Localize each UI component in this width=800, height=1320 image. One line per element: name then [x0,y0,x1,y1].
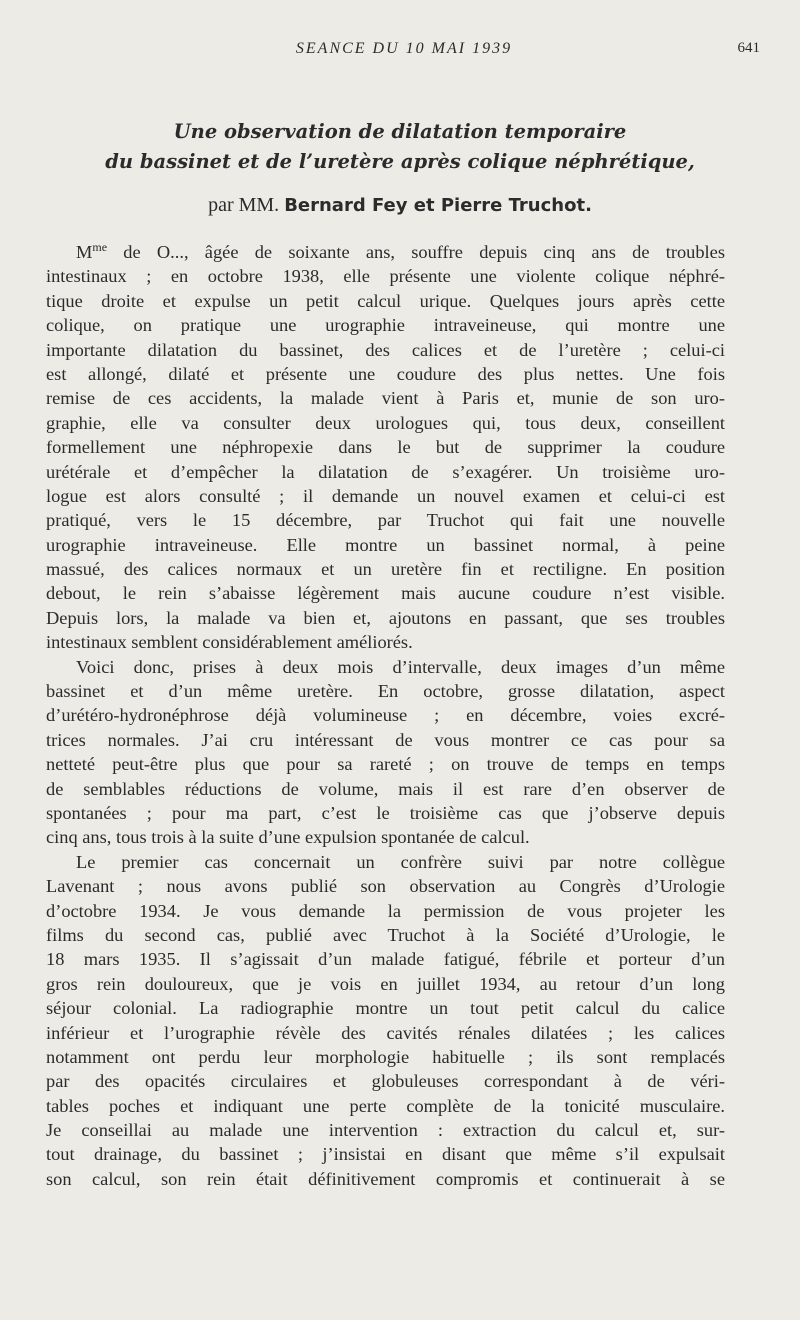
text-line: est allongé, dilaté et présente une coudure des plus nettes. Une fois [46,363,725,384]
text-line: graphie, elle va consulter deux urologues qui, tous deux, conseillent [46,412,725,433]
text-line: inférieur et l’urographie révèle des cavités rénales dilatées ; les calices [46,1022,725,1043]
running-head: SEANCE DU 10 MAI 1939 [295,40,513,57]
text-line: cinq ans, tous trois à la suite d’une expulsion spontanée de calcul. [46,827,530,848]
text-line: urétérale et d’empêcher la dilatation de s’exagérer. Un troisième uro- [46,461,725,482]
text-line: debout, le rein s’abaisse légèrement mais aucune coudure n’est visible. [46,583,725,604]
text-line: films du second cas, publié avec Truchot à la Société d’Urologie, le [46,924,725,945]
page-number: 641 [737,40,760,56]
text-line: Le premier cas concernait un confrère suivi par notre collègue [76,851,725,872]
text-line: remise de ces accidents, la malade vient à Paris et, munie de son uro- [46,388,725,409]
text-line: $M^{me}$ de O..., âgée de soixante ans, souffre depuis cinq ans de troubles [76,239,725,262]
article-title-line-1: Une observation de dilatation temporaire [173,120,627,143]
text-line: Je conseillai au malade une intervention : extraction du calcul et, sur- [46,1120,725,1141]
text-line: d’urétéro-hydronéphrose déjà volumineuse ; en décembre, voies excré- [46,705,725,726]
text-line: spontanées ; pour ma part, c’est le troisième cas que j’observe depuis [46,802,725,823]
text-line: séjour colonial. La radiographie montre un tout petit calcul du calice [46,998,725,1019]
text-line: notamment ont perdu leur morphologie habituelle ; ils sont remplacés [46,1046,725,1067]
text-line: tables poches et indiquant une perte complète de la tonicité musculaire. [46,1095,725,1116]
text-line: trices normales. J’ai cru intéressant de vous montrer ce cas pour sa [46,729,725,750]
text-line: formellement une néphropexie dans le but de supprimer la coudure [46,437,725,458]
text-line: netteté peut-être plus que pour sa rareté ; on trouve de temps en temps [46,754,725,775]
article-byline [48,190,752,221]
text-line: urographie intraveineuse. Elle montre un bassinet normal, à peine [46,534,725,555]
text-line: importante dilatation du bassinet, des calices et de l’uretère ; celui-ci [46,339,725,360]
text-line: massué, des calices normaux et un uretère fin et rectiligne. En position [46,559,725,580]
article-title [48,117,752,177]
mme-abbreviation: $M^{me}$ [76,239,108,262]
text-line: colique, on pratique une urographie intraveineuse, qui montre une [46,315,725,336]
text-line: Depuis lors, la malade va bien et, ajoutons en passant, que ses troubles [46,607,725,628]
byline-prefix: par MM. [208,194,280,216]
text-line: par des opacités circulaires et globuleuses correspondant à de véri- [46,1071,725,1092]
text-line: d’octobre 1934. Je vous demande la permission de vous projeter les [46,900,725,921]
text-line: bassinet et d’un même uretère. En octobre, grosse dilatation, aspect [46,681,725,702]
byline-authors: Bernard Fey et Pierre Truchot. [284,195,592,216]
text-line: logue est alors consulté ; il demande un nouvel examen et celui-ci est [46,485,725,506]
text-line: intestinaux ; en octobre 1938, elle présente une violente colique néphré- [46,266,725,287]
article-body [46,240,725,1191]
text-line: pratiqué, vers le 15 décembre, par Truchot qui fait une nouvelle [46,510,725,531]
text-line: Lavenant ; nous avons publié son observation au Congrès d’Urologie [46,876,725,897]
text-line: de semblables réductions de volume, mais il est rare d’en observer de [46,778,725,799]
article-title-line-2: du bassinet et de l’uretère après colique néphrétique, [105,150,695,173]
page-header [48,40,760,64]
text-line: tique droite et expulse un petit calcul urique. Quelques jours après cette [46,290,725,311]
text-line: tout drainage, du bassinet ; j’insistai en disant que même s’il expulsait [46,1144,725,1165]
text-line: 18 mars 1935. Il s’agissait d’un malade fatigué, fébrile et porteur d’un [46,949,725,970]
text-line: gros rein douloureux, que je vois en juillet 1934, au retour d’un long [46,973,725,994]
text-line: intestinaux semblent considérablement améliorés. [46,632,413,653]
text-line: son calcul, son rein était définitivement compromis et continuerait à se [46,1168,725,1189]
text-line: Voici donc, prises à deux mois d’intervalle, deux images d’un même [76,656,725,677]
